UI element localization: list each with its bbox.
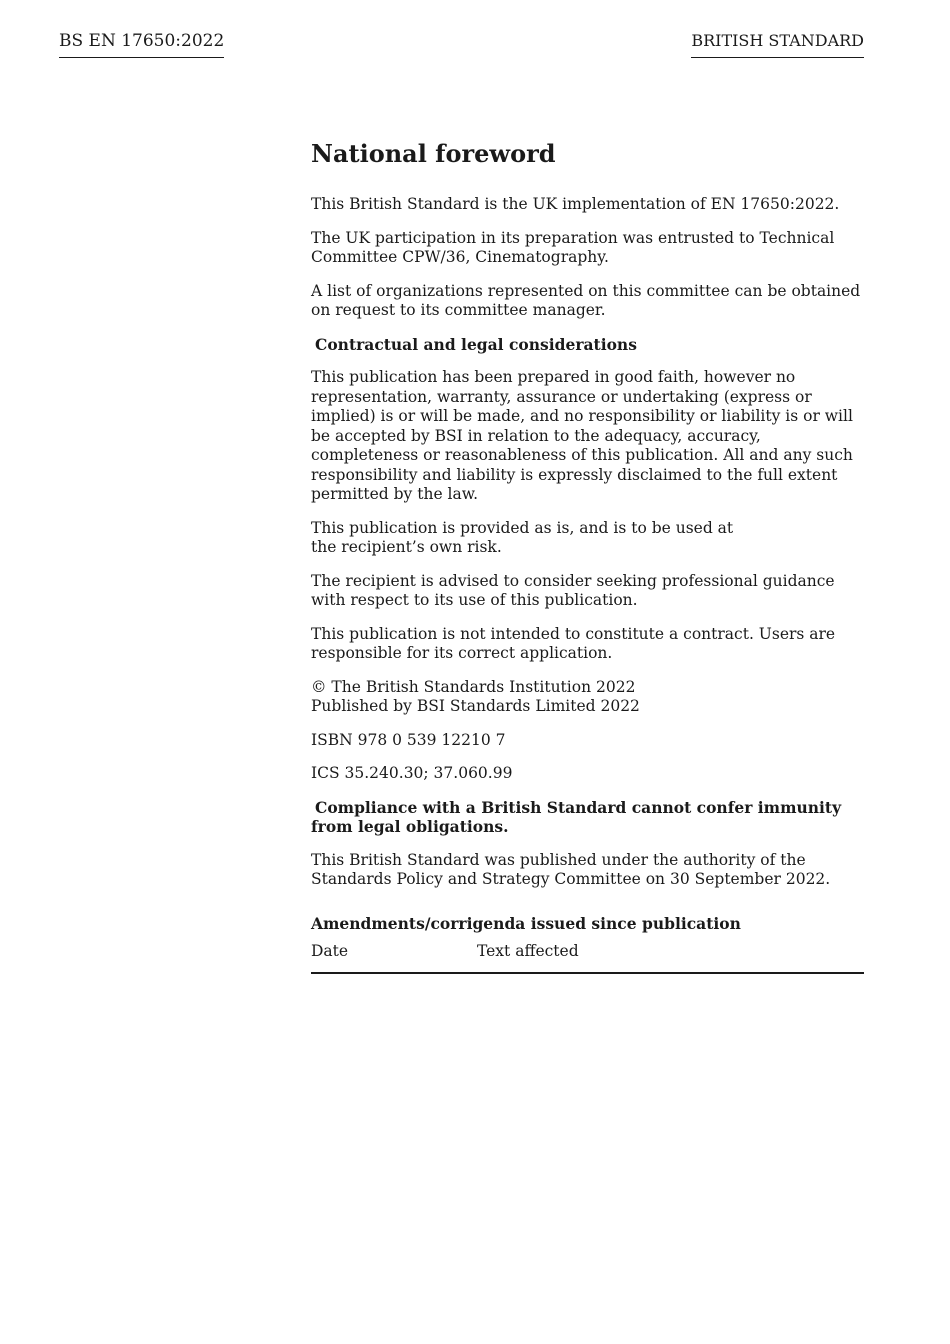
paragraph-contract: This publication is not intended to constitute a contract. Users are responsible for its correct application.	[311, 624, 836, 662]
amendments-title: Amendments/corrigenda issued since publication	[311, 913, 741, 933]
paragraph-own-risk: This publication is provided as is, and is to be used at the recipient’s own risk.	[311, 518, 734, 556]
paragraph-organizations: A list of organizations represented on this committee can be obtained on request to its committee manager.	[311, 281, 861, 319]
ics: ICS 35.240.30; 37.060.99	[311, 764, 513, 782]
paragraph-committee: The UK participation in its preparation was entrusted to Technical Committee CPW/36, Cinematography.	[311, 228, 835, 266]
paragraph-authority: This British Standard was published under the authority of the Standards Policy and Strategy Committee on 30 September 2022.	[311, 850, 831, 888]
amendments-col-date: Date	[311, 942, 349, 960]
contract-heading: Contractual and legal considerations	[315, 334, 637, 354]
paragraph-guidance: The recipient is advised to consider seeking professional guidance with respect to its use of this publication.	[311, 571, 835, 609]
amendments-table	[311, 942, 864, 974]
amendments-col-text: Text affected	[477, 942, 579, 960]
compliance-notice: Compliance with a British Standard cannot confer immunity from legal obligations.	[311, 797, 842, 836]
paragraph-implementation: This British Standard is the UK implementation of EN 17650:2022.	[311, 195, 840, 213]
isbn: ISBN 978 0 539 12210 7	[311, 730, 506, 749]
foreword-content	[311, 139, 864, 974]
copyright-block	[311, 678, 864, 717]
header-series-label: BRITISH STANDARD	[691, 31, 864, 58]
copyright-line: © The British Standards Institution 2022	[311, 677, 636, 696]
page-title: National foreword	[311, 139, 556, 168]
publisher-line: Published by BSI Standards Limited 2022	[311, 697, 640, 715]
header-document-id: BS EN 17650:2022	[59, 31, 224, 58]
paragraph-good-faith: This publication has been prepared in good faith, however no representation, warranty, assurance or undertaking (express or implied) is or will be made, and no responsibility or liability is or will be accepted by BSI in relation to the adequacy, accuracy, completeness or reasonableness of this publication. All and any such responsibility and liability is expressly disclaimed to the full extent permitted by the law.	[311, 368, 853, 503]
